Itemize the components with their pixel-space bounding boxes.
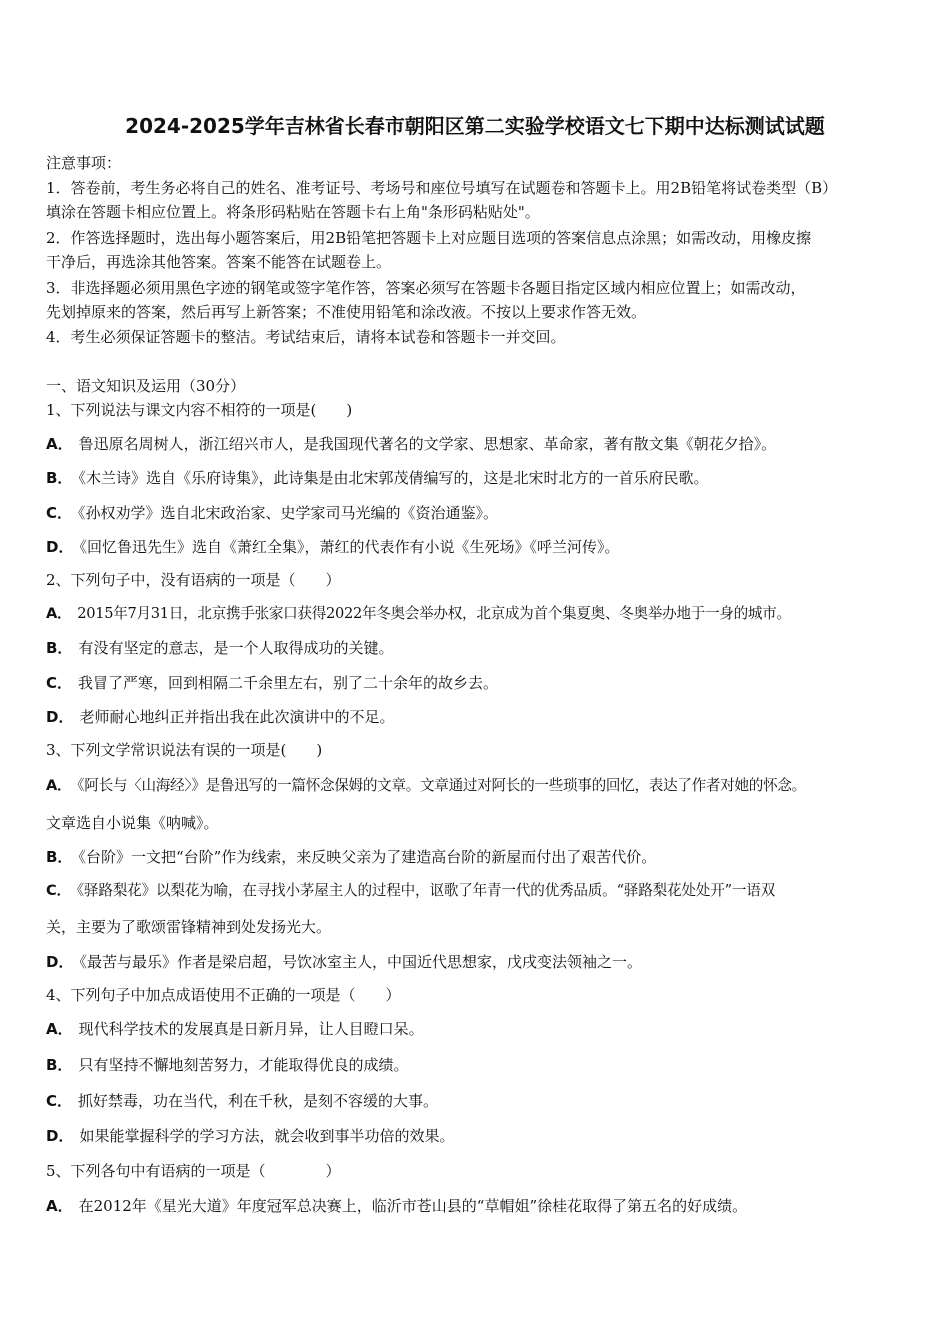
option-d <box>46 706 394 728</box>
option-label: A． <box>46 605 72 622</box>
option-label: C． <box>46 674 73 692</box>
option-label: C． <box>46 1092 73 1110</box>
option-c <box>46 672 498 694</box>
option-text: 我冒了严寒，回到相隔二千余里左右，别了二十余年的故乡去。 <box>78 674 499 692</box>
option-a <box>46 1195 747 1217</box>
option-label: A． <box>46 1020 73 1038</box>
question-stem: 5、下列各句中有语病的一项是（ ） <box>46 1162 341 1180</box>
question-stem: 4、下列句子中加点成语使用不正确的一项是（ ） <box>46 986 401 1004</box>
option-text: 鲁迅原名周树人，浙江绍兴市人，是我国现代著名的文学家、思想家、革命家，著有散文集《朝花夕拾》。 <box>78 435 777 453</box>
option-c-continued: 关，主要为了歌颂雷锋精神到处发扬光大。 <box>46 918 332 936</box>
option-label: A． <box>46 1197 73 1215</box>
option-d <box>46 1125 454 1147</box>
option-b <box>46 1054 408 1076</box>
option-d <box>46 951 642 973</box>
option-a <box>46 775 806 797</box>
option-d <box>46 536 619 558</box>
option-b <box>46 467 708 489</box>
notice-line: 3．非选择题必须用黑色字迹的钢笔或签字笔作答，答案必须写在答题卡各题目指定区域内相应位置上；如需改动， <box>46 279 806 297</box>
option-text: 有没有坚定的意志，是一个人取得成功的关键。 <box>78 639 394 657</box>
exam-title: 2024-2025学年吉林省长春市朝阳区第二实验学校语文七下期中达标测试试题 <box>125 114 825 138</box>
option-text: 《驿路梨花》以梨花为喻，在寻找小茅屋主人的过程中，讴歌了年青一代的优秀品质。“驿路梨花处处开”一语双 <box>76 882 776 899</box>
option-b <box>46 637 393 659</box>
option-label: B． <box>46 469 73 487</box>
option-label: B． <box>46 639 73 657</box>
option-text: 抓好禁毒，功在当代，利在千秋，是刻不容缓的大事。 <box>78 1092 439 1110</box>
option-text: 《阿长与〈山海经〉》是鲁迅写的一篇怀念保姆的文章。文章通过对阿长的一些琐事的回忆，表达了作者对她的怀念。 <box>77 777 806 794</box>
option-text: 老师耐心地纠正并指出我在此次演讲中的不足。 <box>79 708 395 726</box>
question-stem: 1、下列说法与课文内容不相符的一项是( ) <box>46 401 353 419</box>
option-text: 《回忆鲁迅先生》选自《萧红全集》，萧红的代表作有小说《生死场》《呼兰河传》。 <box>79 538 620 556</box>
notice-line: 2．作答选择题时，选出每小题答案后，用2B铅笔把答题卡上对应题目选项的答案信息点涂黑；如需改动，用橡皮擦 <box>46 229 812 247</box>
notice-line: 先划掉原来的答案，然后再写上新答案；不准使用铅笔和涂改液。不按以上要求作答无效。 <box>46 303 647 321</box>
option-a-continued: 文章选自小说集《呐喊》。 <box>46 814 219 832</box>
option-text: 在2012年《星光大道》年度冠军总决赛上，临沂市苍山县的“草帽姐”徐桂花取得了第五名的好成绩。 <box>78 1197 748 1215</box>
option-text: 《台阶》一文把“台阶”作为线索，来反映父亲为了建造高台阶的新屋而付出了艰苦代价。 <box>78 848 657 866</box>
option-a <box>46 603 791 625</box>
option-label: D． <box>46 538 74 556</box>
option-text: 2015年7月31日，北京携手张家口获得2022年冬奥会举办权，北京成为首个集夏奥、冬奥举办地于一身的城市。 <box>77 605 791 622</box>
option-label: C． <box>46 504 73 522</box>
option-text: 《最苦与最乐》作者是梁启超，号饮冰室主人，中国近代思想家，戊戌变法领袖之一。 <box>79 953 642 971</box>
option-label: D． <box>46 1127 74 1145</box>
option-c <box>46 880 775 902</box>
notice-line: 干净后，再选涂其他答案。答案不能答在试题卷上。 <box>46 253 392 271</box>
option-a <box>46 433 776 455</box>
option-a <box>46 1018 424 1040</box>
option-label: D． <box>46 708 74 726</box>
option-text: 现代科学技术的发展真是日新月异，让人目瞪口呆。 <box>78 1020 424 1038</box>
option-label: D． <box>46 953 74 971</box>
notice-line: 4．考生必须保证答题卡的整洁。考试结束后，请将本试卷和答题卡一并交回。 <box>46 328 566 346</box>
option-text: 如果能掌握科学的学习方法，就会收到事半功倍的效果。 <box>79 1127 455 1145</box>
option-label: C． <box>46 882 71 899</box>
option-label: B． <box>46 1056 73 1074</box>
option-label: A． <box>46 435 73 453</box>
option-text: 《孙权劝学》选自北宋政治家、史学家司马光编的《资治通鉴》。 <box>78 504 499 522</box>
option-c <box>46 502 498 524</box>
option-b <box>46 846 656 868</box>
section-heading: 一、语文知识及运用（30分） <box>46 377 246 395</box>
question-stem: 3、下列文学常识说法有误的一项是( ) <box>46 741 323 759</box>
notice-line: 填涂在答题卡相应位置上。将条形码粘贴在答题卡右上角"条形码粘贴处"。 <box>46 203 540 221</box>
option-text: 只有坚持不懈地刻苦努力，才能取得优良的成绩。 <box>78 1056 409 1074</box>
notice-heading: 注意事项： <box>46 154 122 172</box>
option-label: B． <box>46 848 73 866</box>
question-stem: 2、下列句子中，没有语病的一项是（ ） <box>46 571 341 589</box>
option-label: A． <box>46 777 72 794</box>
notice-line: 1．答卷前，考生务必将自己的姓名、准考证号、考场号和座位号填写在试题卷和答题卡上。用2B铅笔将试卷类型（B） <box>46 179 838 197</box>
option-c <box>46 1090 438 1112</box>
option-text: 《木兰诗》选自《乐府诗集》，此诗集是由北宋郭茂倩编写的，这是北宋时北方的一首乐府民歌。 <box>78 469 709 487</box>
